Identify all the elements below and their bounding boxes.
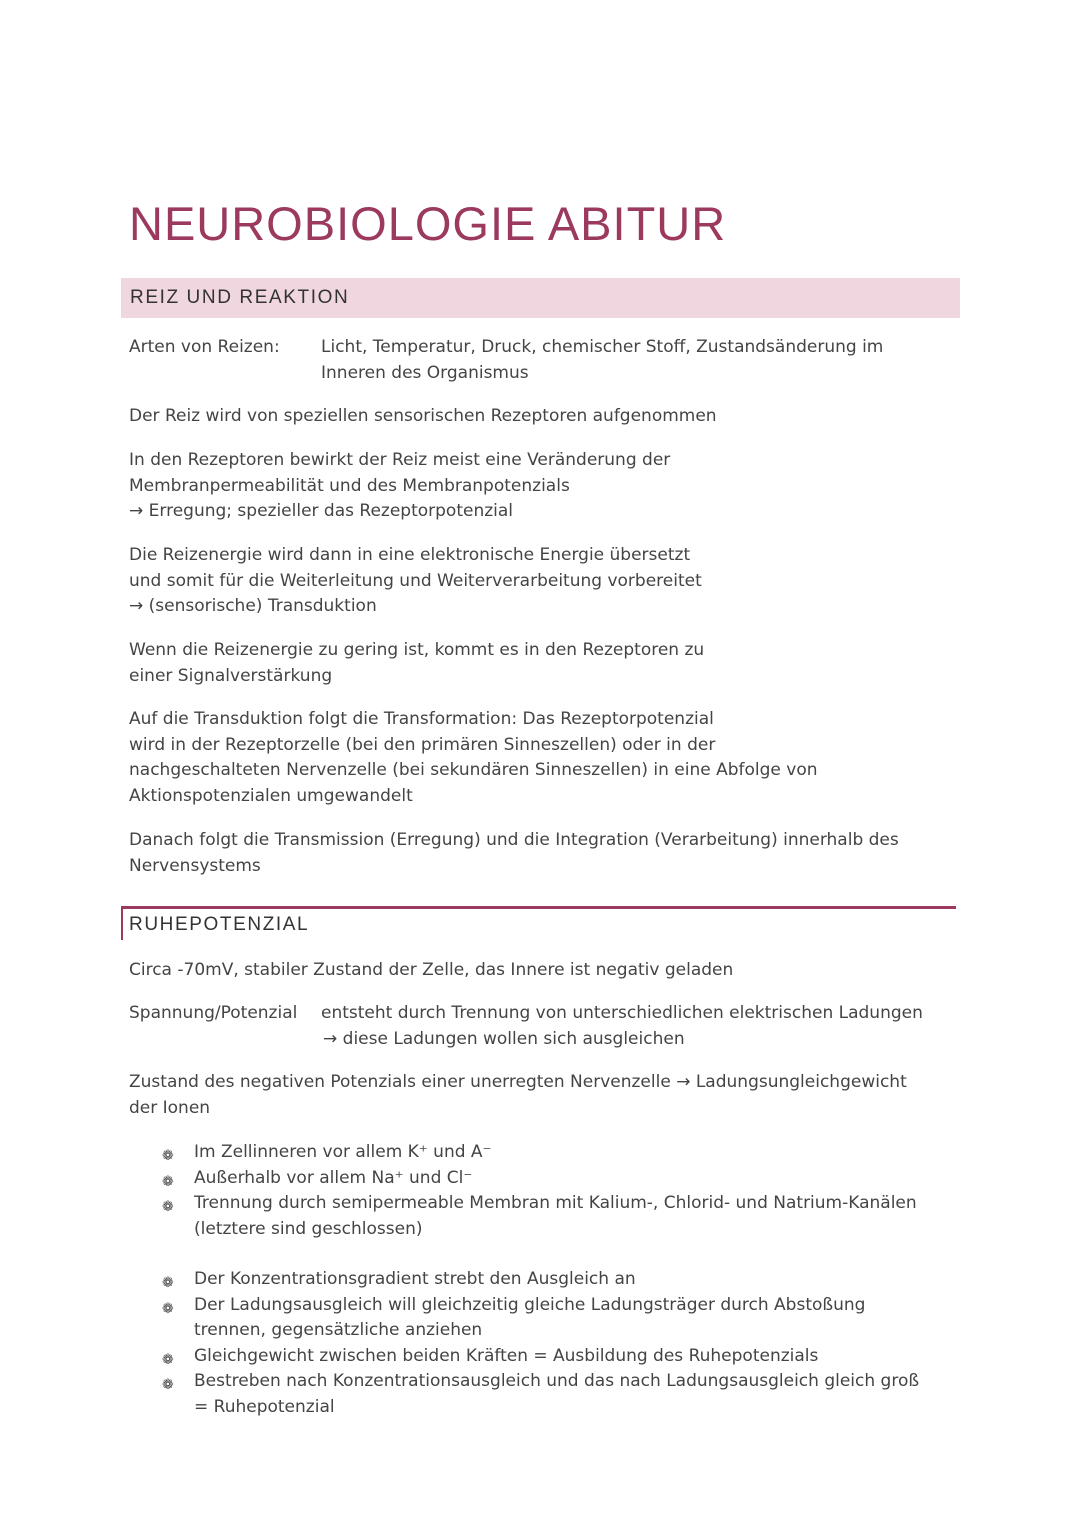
list-item: ❁ Der Konzentrationsgradient strebt den Ausgleich an [160, 1267, 919, 1293]
flower-bullet-icon: ❁ [162, 1377, 174, 1393]
list-item: ❁ Bestreben nach Konzentrationsausgleich und das nach Ladungsausgleich gleich groß = Ruhepotenzial [162, 1371, 920, 1417]
text-line: nachgeschalteten Nervenzelle (bei sekundären Sinneszellen) in eine Abfolge von [129, 760, 818, 780]
text-line: entsteht durch Trennung von unterschiedlichen elektrischen Ladungen [321, 1003, 923, 1023]
list-item: ❁ Außerhalb vor allem Na⁺ und Cl⁻ [160, 1166, 917, 1192]
section-divider [121, 906, 956, 909]
bullet-list-forces [160, 1267, 919, 1420]
paragraph [129, 828, 899, 879]
section-heading-ruhepotenzial: RUHEPOTENZIAL [129, 914, 310, 935]
section-divider-left [121, 906, 123, 940]
text-line: Zustand des negativen Potenzials einer unerregten Nervenzelle → Ladungsungleichgewicht [129, 1072, 907, 1092]
text-line: Nervensystems [129, 855, 261, 876]
text-line: → (sensorische) Transduktion [129, 596, 377, 616]
text-line: Wenn die Reizenergie zu gering ist, kommt es in den Rezeptoren zu [129, 640, 705, 660]
text-line: und somit für die Weiterleitung und Weiterverarbeitung vorbereitet [129, 570, 702, 591]
list-item: ❁ Der Ladungsausgleich will gleichzeitig gleiche Ladungsträger durch Abstoßung trennen, gegensätzliche anziehen [162, 1294, 866, 1340]
text-line: Licht, Temperatur, Druck, chemischer Stoff, Zustandsänderung im [321, 337, 884, 357]
bullet-list-ions [160, 1140, 917, 1242]
definition-body [321, 1001, 923, 1052]
flower-bullet-icon: ❁ [162, 1300, 174, 1317]
text-line: Aktionspotenzialen umgewandelt [129, 785, 413, 806]
definition-label: Spannung/Potenzial [129, 1003, 298, 1023]
text-line: Auf die Transduktion folgt die Transformation: Das Rezeptorpotenzial [129, 709, 714, 729]
flower-bullet-icon: ❁ [162, 1148, 174, 1164]
list-item: ❁ Im Zellinneren vor allem K⁺ und A⁻ [160, 1140, 917, 1166]
text-line: wird in der Rezeptorzelle (bei den primären Sinneszellen) oder in der [129, 734, 716, 755]
text-line: Membranpermeabilität und des Membranpotenzials [129, 475, 570, 496]
text-line: Inneren des Organismus [321, 362, 529, 383]
text-line: → Erregung; spezieller das Rezeptorpotenzial [129, 501, 514, 521]
text-line: der Ionen [129, 1097, 211, 1118]
list-item: ❁ Gleichgewicht zwischen beiden Kräften = Ausbildung des Ruhepotenzials [160, 1344, 919, 1370]
section-heading-reiz: REIZ UND REAKTION [130, 287, 350, 308]
flower-bullet-icon: ❁ [162, 1199, 174, 1215]
text-line: In den Rezeptoren bewirkt der Reiz meist eine Veränderung der [129, 450, 671, 470]
text-line: einer Signalverstärkung [129, 665, 333, 686]
paragraph [129, 707, 818, 809]
paragraph [129, 1070, 907, 1121]
paragraph [129, 638, 704, 689]
text-line: Danach folgt die Transmission (Erregung) und die Integration (Verarbeitung) innerhalb des [129, 830, 899, 850]
flower-bullet-icon: ❁ [162, 1275, 174, 1291]
definition-label: Arten von Reizen: [129, 337, 280, 357]
paragraph [129, 543, 702, 620]
text-line: Die Reizenergie wird dann in eine elektronische Energie übersetzt [129, 545, 691, 565]
list-item: ❁ Trennung durch semipermeable Membran mit Kalium-, Chlorid- und Natrium-Kanälen (letztere sind geschlossen) [162, 1193, 917, 1239]
page-title: NEUROBIOLOGIE ABITUR [129, 197, 727, 250]
paragraph: Circa -70mV, stabiler Zustand der Zelle, das Innere ist negativ geladen [129, 960, 734, 980]
paragraph: Der Reiz wird von speziellen sensorischen Rezeptoren aufgenommen [129, 406, 717, 426]
flower-bullet-icon: ❁ [162, 1173, 174, 1190]
flower-bullet-icon: ❁ [162, 1351, 174, 1368]
definition-body [321, 335, 883, 386]
paragraph [129, 448, 670, 525]
text-line: → diese Ladungen wollen sich ausgleichen [323, 1028, 685, 1049]
